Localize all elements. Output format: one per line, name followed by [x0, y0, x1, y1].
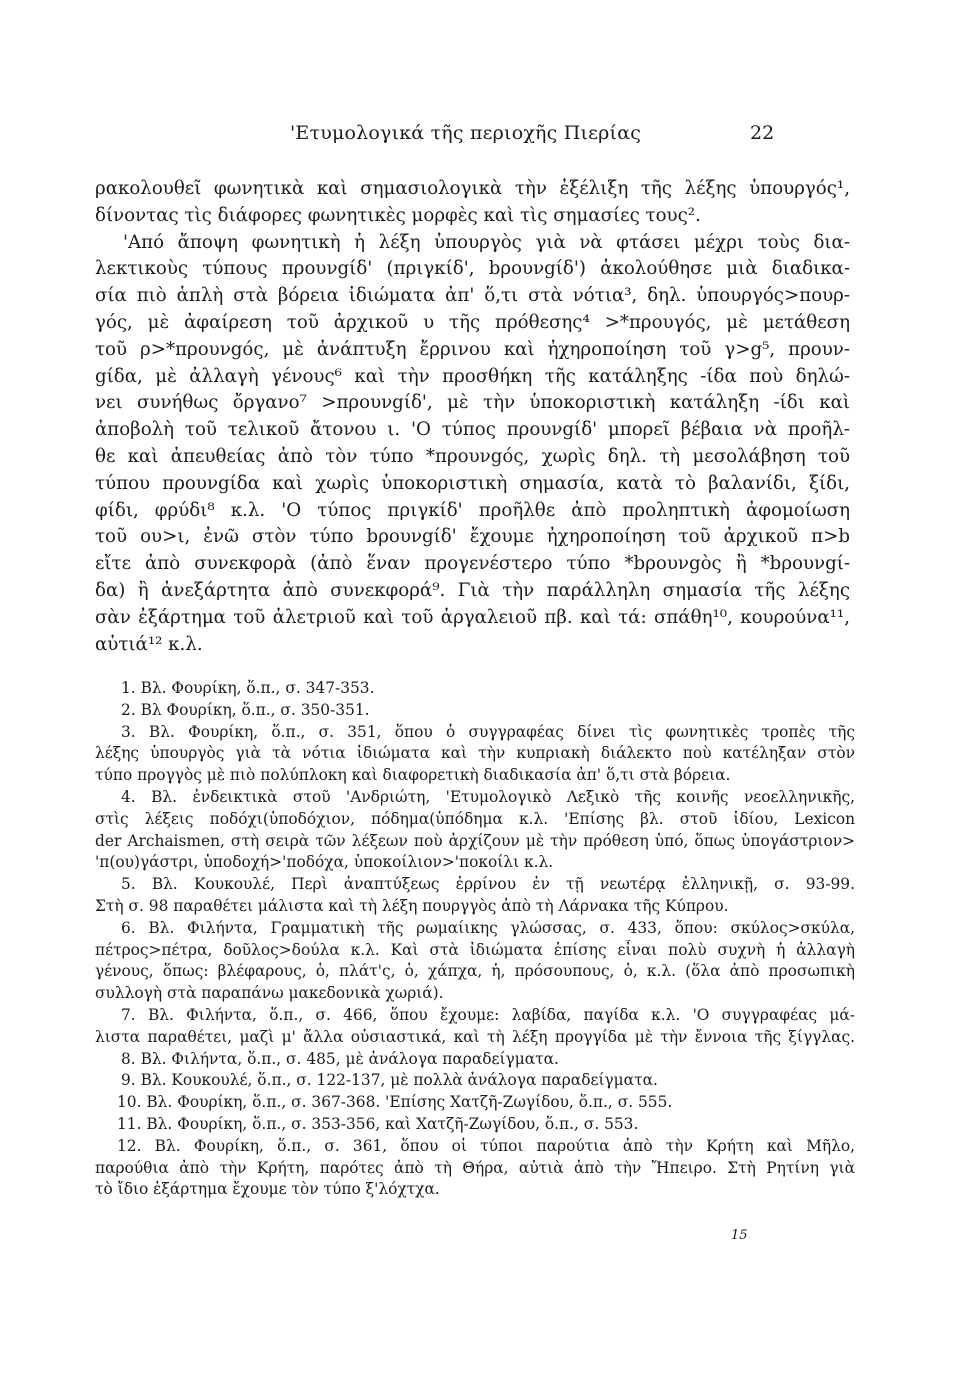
text-line: εἴτε ἀπὸ συνεκφορὰ (ἀπὸ ἕναν προγενέστερο τύπο *bρουνgὸς ἢ *bρουνgί-	[95, 553, 850, 575]
footnotes	[95, 678, 855, 1201]
main-text	[95, 176, 850, 658]
footnote-line: λέξης ὑπουργὸς γιὰ τὰ νότια ἰδιώματα καὶ τὴν κυπριακὴ διάλεκτο ποὺ κατέληξαν στὸν	[95, 744, 855, 763]
text-line: λεκτικοὺς τύπους προυνgίδ' (πριγκίδ', bρουνgίδ') ἀκολούθησε μιὰ διαδικα-	[95, 258, 850, 280]
text-line: θε καὶ ἀπευθείας ἀπὸ τὸν τύπο *προυνgός, χωρὶς δηλ. τὴ μεσολάβηση τοῦ	[95, 445, 850, 467]
text-line: 'Από ἄποψη φωνητικὴ ἡ λέξη ὑπουργὸς γιὰ νὰ φτάσει μέχρι τοὺς δια-	[123, 231, 850, 253]
text-line: τοῦ ου>ι, ἐνῶ στὸν τύπο bρουνgίδ' ἔχουμε ἠχηροποίηση τοῦ ἀρχικοῦ π>b	[95, 526, 850, 548]
footnote-line: der Archaismen, στὴ σειρὰ τῶν λέξεων ποὺ ἀρχίζουν μὲ τὴν πρόθεση ὑπό, ὅπως ὑπογάστριον>	[95, 831, 855, 850]
footnote-line: 12. Βλ. Φουρίκη, ὅ.π., σ. 361, ὅπου οἱ τύποι παρούτια ἀπὸ τὴν Κρήτη καὶ Μῆλο,	[117, 1136, 855, 1155]
text-line: γός, μὲ ἀφαίρεση τοῦ ἀρχικοῦ υ τῆς πρόθεσης⁴ >*προυγός, μὲ μετάθεση	[95, 311, 850, 333]
footnote-line: συλλογὴ στὰ παραπάνω μακεδονικὰ χωριά).	[95, 984, 444, 1003]
text-line: νει συνήθως ὄργανο⁷ >προυνgίδ', μὲ τὴν ὑποκοριστικὴ κατάληξη -ίδι καὶ	[95, 392, 850, 414]
running-title: 'Ετυμολογικά τῆς περιοχῆς Πιερίας	[290, 122, 642, 144]
footnote-line: λιστα παραθέτει, μαζὶ μ' ἄλλα οὐσιαστικά, καὶ τὴ λέξη προγγίδα μὲ τὴν ἔννοια τῆς ξίγγλας.	[95, 1027, 855, 1046]
footnote-line: 8. Βλ. Φιλήντα, ὅ.π., σ. 485, μὲ ἀνάλογα παραδείγματα.	[121, 1049, 559, 1068]
page-number: 22	[750, 122, 775, 144]
footnote-line: 2. Βλ Φουρίκη, ὅ.π., σ. 350-351.	[121, 700, 370, 719]
text-line: ἀποβολὴ τοῦ τελικοῦ ἄτονου ι. 'Ο τύπος προυνgίδ' μπορεῖ βέβαια νὰ προῆλ-	[95, 419, 850, 441]
text-line: τοῦ ρ>*προυνgός, μὲ ἀνάπτυξη ἔρρινου καὶ ἠχηροποίηση τοῦ γ>g⁵, προυν-	[95, 338, 850, 360]
text-line: αὐτιά¹² κ.λ.	[95, 633, 203, 655]
footnote-line: 11. Βλ. Φουρίκη, ὅ.π., σ. 353-356, καὶ Χατζῆ-Ζωγίδου, ὅ.π., σ. 553.	[117, 1114, 639, 1133]
footnote-line: τύπο προγγὸς μὲ πιὸ πολύπλοκη καὶ διαφορετικὴ διαδικασία ἀπ' ὅ,τι στὰ βόρεια.	[95, 766, 731, 785]
footnote-line: τὸ ἴδιο ἐξάρτημα ἔχουμε τὸν τύπο ξ'λόχτχα.	[95, 1180, 440, 1199]
footnote-line: στὶς λέξεις ποδόχι(ὑποδόχιον, πόδημα(ὑπόδημα κ.λ. 'Επίσης βλ. στοῦ ἰδίου, Lexicon	[95, 809, 855, 828]
footnote-line: 1. Βλ. Φουρίκη, ὅ.π., σ. 347-353.	[121, 679, 375, 697]
text-line: gίδα, μὲ ἀλλαγὴ γένους⁶ καὶ τὴν προσθήκη τῆς κατάληξης -ίδα ποὺ δηλώ-	[95, 365, 850, 387]
footnote-line: γένους, ὅπως: βλέφαρους, ὁ, πλάτ'ς, ὁ, χάπχα, ἡ, πρόσουπους, ὁ, κ.λ. (ὅλα ἀπὸ προσωπικὴ	[95, 962, 855, 981]
footnote-line: 9. Βλ. Κουκουλέ, ὅ.π., σ. 122-137, μὲ πολλὰ ἀνάλογα παραδείγματα.	[121, 1071, 658, 1090]
footnote-line: 7. Βλ. Φιλήντα, ὅ.π., σ. 466, ὅπου ἔχουμε: λαβίδα, παγίδα κ.λ. 'Ο συγγραφέας μά-	[121, 1005, 855, 1024]
text-line: τύπου προυνgίδα καὶ χωρὶς ὑποκοριστικὴ σημασία, κατὰ τὸ βαλανίδι, ξίδι,	[95, 472, 850, 494]
text-line: δίνοντας τὶς διάφορες φωνητικὲς μορφὲς καὶ τὶς σημασίες τους².	[95, 204, 701, 226]
footnote-line: 10. Βλ. Φουρίκη, ὅ.π., σ. 367-368. 'Επίσης Χατζῆ-Ζωγίδου, ὅ.π., σ. 555.	[117, 1093, 673, 1112]
footnote-line: παρούθια ἀπὸ τὴν Κρήτη, παρότες ἀπὸ τὴ Θήρα, αὐτιὰ ἀπὸ τὴν Ἤπειρο. Στὴ Ρητίνη γιὰ	[95, 1158, 855, 1177]
footnote-line: 6. Βλ. Φιλήντα, Γραμματικὴ τῆς ρωμαίικης γλώσσας, σ. 433, ὅπου: σκύλος>σκύλα,	[121, 918, 855, 937]
footnote-line: 3. Βλ. Φουρίκη, ὅ.π., σ. 351, ὅπου ὁ συγγραφέας δίνει τὶς φωνητικὲς τροπὲς τῆς	[121, 722, 855, 741]
folio-number: 15	[731, 1228, 748, 1243]
footnote-line: 5. Βλ. Κουκουλέ, Περὶ ἀναπτύξεως ἐρρίνου ἐν τῇ νεωτέρᾳ ἑλληνικῇ, σ. 93-99.	[121, 875, 855, 894]
text-line: φίδι, φρύδι⁸ κ.λ. 'Ο τύπος πριγκίδ' προῆλθε ἀπὸ προληπτικὴ ἀφομοίωση	[95, 499, 850, 521]
text-line: σία πιὸ ἁπλὴ στὰ βόρεια ἰδιώματα ἀπ' ὅ,τι στὰ νότια³, δηλ. ὑπουργός>πουρ-	[95, 285, 850, 307]
text-line: σὰν ἐξάρτημα τοῦ ἀλετριοῦ καὶ τοῦ ἀργαλειοῦ πβ. καὶ τά: σπάθη¹⁰, κουρούνα¹¹,	[95, 606, 850, 628]
footnote-line: πέτρος>πέτρα, δοῦλος>δούλα κ.λ. Καὶ στὰ ἰδιώματα ἐπίσης εἶναι πολὺ συχνὴ ἡ ἀλλαγὴ	[95, 940, 855, 959]
footnote-line: 4. Βλ. ἐνδεικτικὰ στοῦ 'Ανδριώτη, 'Ετυμολογικὸ Λεξικὸ τῆς κοινῆς νεοελληνικῆς,	[121, 787, 855, 806]
text-line: ρακολουθεῖ φωνητικὰ καὶ σημασιολογικὰ τὴν ἐξέλιξη τῆς λέξης ὑπουργός¹,	[95, 178, 850, 199]
footnote-line: 'π(ου)γάστρι, ὑποδοχή>'ποδόχα, ὑποκοίλιον>'ποκοίλι κ.λ.	[95, 853, 554, 872]
footnote-line: Στὴ σ. 98 παραθέτει μάλιστα καὶ τὴ λέξη πουργγὸς ἀπὸ τὴ Λάρνακα τῆς Κύπρου.	[95, 896, 729, 915]
page-header	[0, 122, 960, 152]
text-line: δα) ἢ ἀνεξάρτητα ἀπὸ συνεκφορά⁹. Γιὰ τὴν παράλληλη σημασία τῆς λέξης	[95, 579, 850, 601]
